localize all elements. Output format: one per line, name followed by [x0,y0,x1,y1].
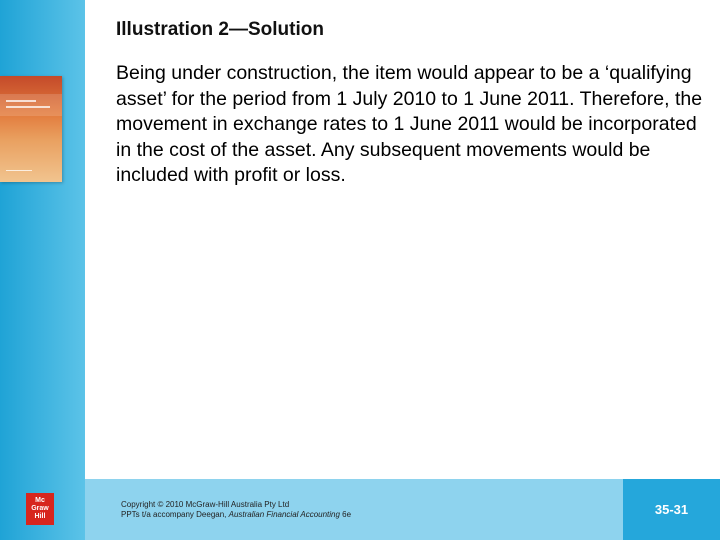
slide-title: Illustration 2—Solution [116,19,324,40]
logo-text-line: Mc [35,497,45,504]
slide-body-text: Being under construction, the item would appear to be a ‘qualifying asset’ for the period from 1 July 2010 to 1 June 2011. Therefore, the movement in exchange rates to 1 June 2011 would be incorporated in the cost of the asset. Any subsequent movements would be included with profit or loss. [116,62,703,187]
book-cover-author-mark [6,170,32,171]
slide-number: 35-31 [623,479,720,540]
book-cover-band [0,94,62,116]
logo-text-line: Graw [31,505,49,512]
book-cover-title-mark [6,100,36,102]
book-cover-title-mark [6,106,50,108]
footer-band [85,479,720,540]
copyright-notice [121,500,351,520]
copyright-line: Copyright © 2010 McGraw-Hill Australia Pty Ltd [121,500,290,509]
left-sidebar [0,0,85,540]
logo-text-line: Hill [34,513,46,520]
mcgraw-hill-logo [26,493,54,525]
book-cover-image [0,76,62,182]
copyright-suffix: 6e [339,510,352,519]
copyright-prefix: PPTs t/a accompany Deegan, [121,510,229,519]
copyright-line [121,510,351,520]
book-title: Australian Financial Accounting [228,510,340,519]
